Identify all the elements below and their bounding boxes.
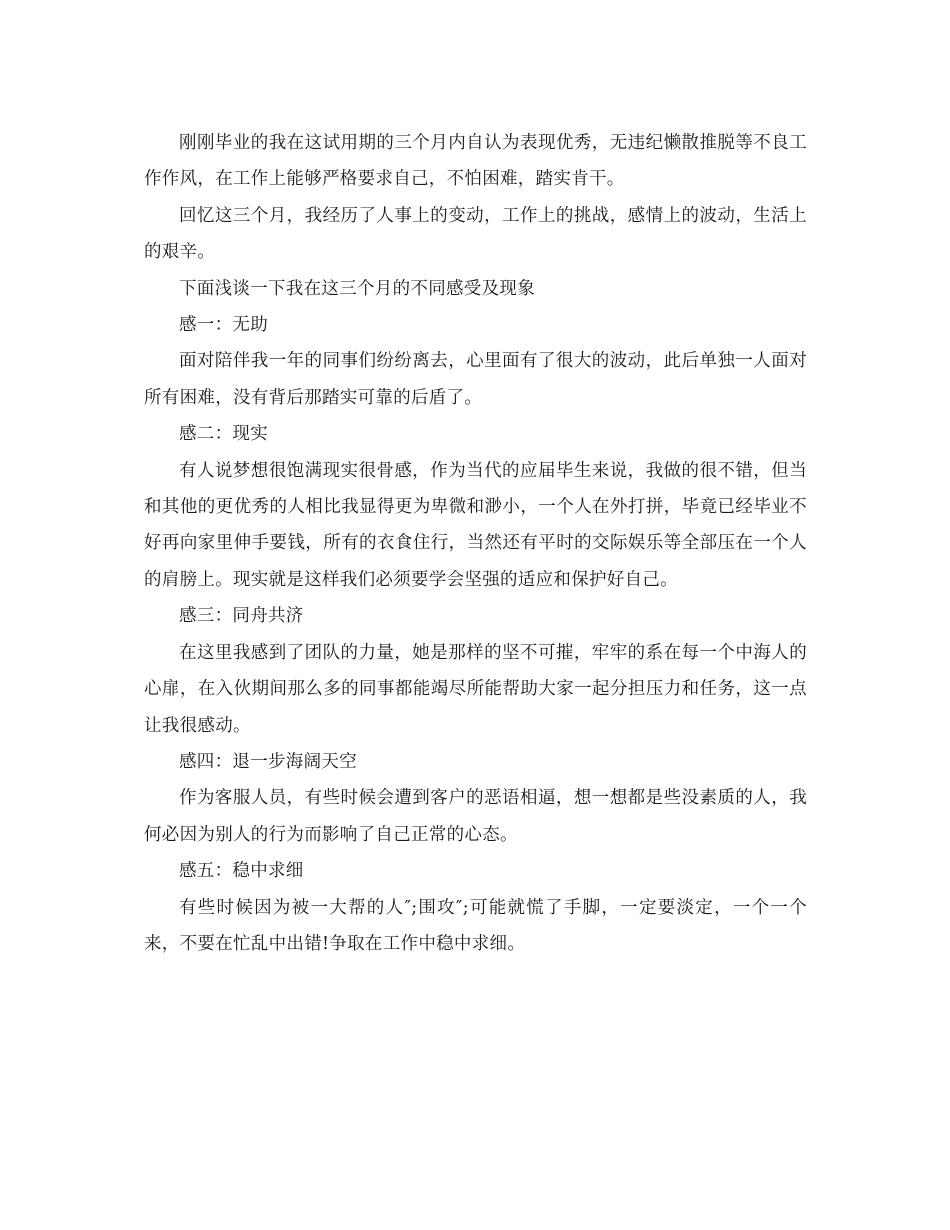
heading-feeling-3: 感三：同舟共济 (179, 606, 304, 627)
paragraph-feeling-2: 有人说梦想很饱满现实很骨感，作为当代的应届毕生来说，我做的很不错，但当和其他的更优秀的人相比我显得更为卑微和渺小，一个人在外打拼，毕竟已经毕业不好再向家里伸手要钱，所有的衣食住行，当然还有平时的交际娱乐等全部压在一个人的肩膀上。现实就是这样我们必须要学会坚强的适应和保护好自己。 (144, 460, 807, 590)
heading-feeling-1: 感一：无助 (179, 315, 268, 336)
paragraph-intro: 刚刚毕业的我在这试用期的三个月内自认为表现优秀，无违纪懒散推脱等不良工作作风，在工作上能够严格要求自己，不怕困难，踏实肯干。 (144, 133, 807, 190)
paragraph-feeling-5: 有些时候因为被一大帮的人″;围攻″;可能就慌了手脚，一定要淡定，一个一个来，不要在忙乱中出错!争取在工作中稳中求细。 (144, 897, 807, 954)
heading-feeling-2: 感二：现实 (179, 424, 268, 445)
heading-feeling-5: 感五：稳中求细 (179, 861, 304, 882)
paragraph-overview: 下面浅谈一下我在这三个月的不同感受及现象 (179, 278, 535, 299)
paragraph-recall: 回忆这三个月，我经历了人事上的变动，工作上的挑战，感情上的波动，生活上的艰辛。 (144, 205, 807, 263)
heading-feeling-4: 感四：退一步海阔天空 (179, 751, 357, 772)
paragraph-feeling-3: 在这里我感到了团队的力量，她是那样的坚不可摧，牢牢的系在每一个中海人的心扉，在入伙期间那么多的同事都能竭尽所能帮助大家一起分担压力和任务，这一点让我很感动。 (144, 642, 807, 736)
paragraph-feeling-1: 面对陪伴我一年的同事们纷纷离去，心里面有了很大的波动，此后单独一人面对所有困难，没有背后那踏实可靠的后盾了。 (144, 351, 807, 408)
paragraph-feeling-4: 作为客服人员，有些时候会遭到客户的恶语相逼，想一想都是些没素质的人，我何必因为别人的行为而影响了自己正常的心态。 (144, 788, 807, 845)
document-body (144, 125, 807, 962)
